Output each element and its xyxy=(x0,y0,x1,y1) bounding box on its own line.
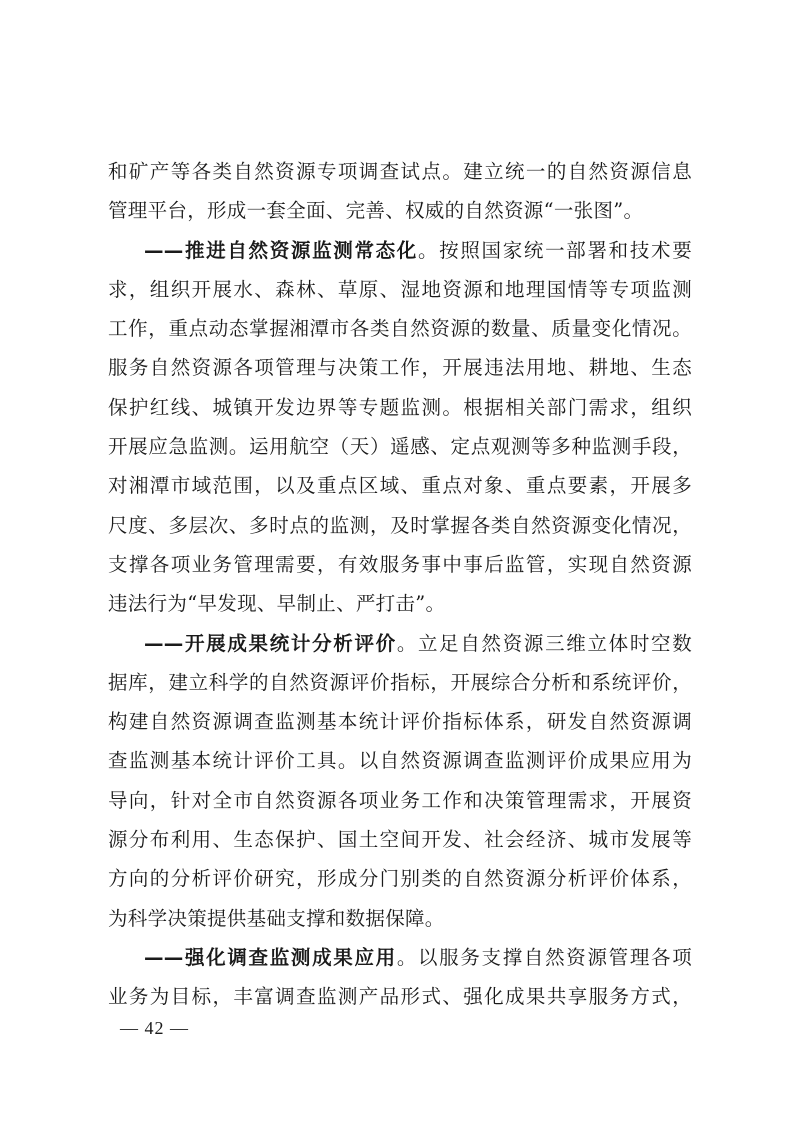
text-line: 据库，建立科学的自然资源评价指标，开展综合分析和系统评价， xyxy=(108,670,692,694)
text-line: 和矿产等各类自然资源专项调查试点。建立统一的自然资源信息 xyxy=(108,160,692,183)
section-heading: ——推进自然资源监测常态化 xyxy=(144,238,418,262)
text-line: 求，组织开展水、森林、草原、湿地资源和地理国情等专项监测 xyxy=(108,277,692,301)
text-line: 导向，针对全市自然资源各项业务工作和决策管理需求，开展资 xyxy=(108,788,692,812)
text-line: 为科学决策提供基础支撑和数据保障。 xyxy=(108,906,445,930)
section-heading: ——强化调查监测成果应用 xyxy=(144,945,397,969)
text-line: 查监测基本统计评价工具。以自然资源调查监测评价成果应用为 xyxy=(108,749,692,773)
text-line: 业务为目标，丰富调查监测产品形式、强化成果共享服务方式， xyxy=(108,985,692,1009)
body-text xyxy=(108,152,692,1017)
text-run: 。按照国家统一部署和技术要 xyxy=(418,238,692,262)
section-heading-line xyxy=(108,938,692,977)
text-line: 构建自然资源调查监测基本统计评价指标体系，研发自然资源调 xyxy=(108,710,692,734)
text-line: 服务自然资源各项管理与决策工作，开展违法用地、耕地、生态 xyxy=(108,356,692,380)
text-run: 。以服务支撑自然资源管理各项 xyxy=(396,945,692,969)
section-heading-line xyxy=(108,624,692,663)
text-line: 管理平台，形成一套全面、完善、权威的自然资源“一张图”。 xyxy=(108,199,644,223)
text-line: 开展应急监测。运用航空（天）遥感、定点观测等多种监测手段， xyxy=(108,435,692,459)
text-line: 对湘潭市域范围，以及重点区域、重点对象、重点要素，开展多 xyxy=(108,474,692,498)
section-heading: ——开展成果统计分析评价 xyxy=(144,631,397,655)
text-line: 方向的分析评价研究，形成分门别类的自然资源分析评价体系， xyxy=(108,867,692,891)
text-run: 。立足自然资源三维立体时空数 xyxy=(396,631,692,655)
text-line: 保护红线、城镇开发边界等专题监测。根据相关部门需求，组织 xyxy=(108,395,692,419)
text-line: 源分布利用、生态保护、国土空间开发、社会经济、城市发展等 xyxy=(108,828,692,852)
text-line: 违法行为“早发现、早制止、严打击”。 xyxy=(108,592,446,616)
text-line: 支撑各项业务管理需要，有效服务事中事后监管，实现自然资源 xyxy=(108,552,692,576)
page-number: — 42 — xyxy=(120,1018,189,1038)
text-line: 工作，重点动态掌握湘潭市各类自然资源的数量、质量变化情况。 xyxy=(108,317,692,341)
section-heading-line xyxy=(108,231,692,270)
text-line: 尺度、多层次、多时点的监测，及时掌握各类自然资源变化情况， xyxy=(108,513,692,537)
